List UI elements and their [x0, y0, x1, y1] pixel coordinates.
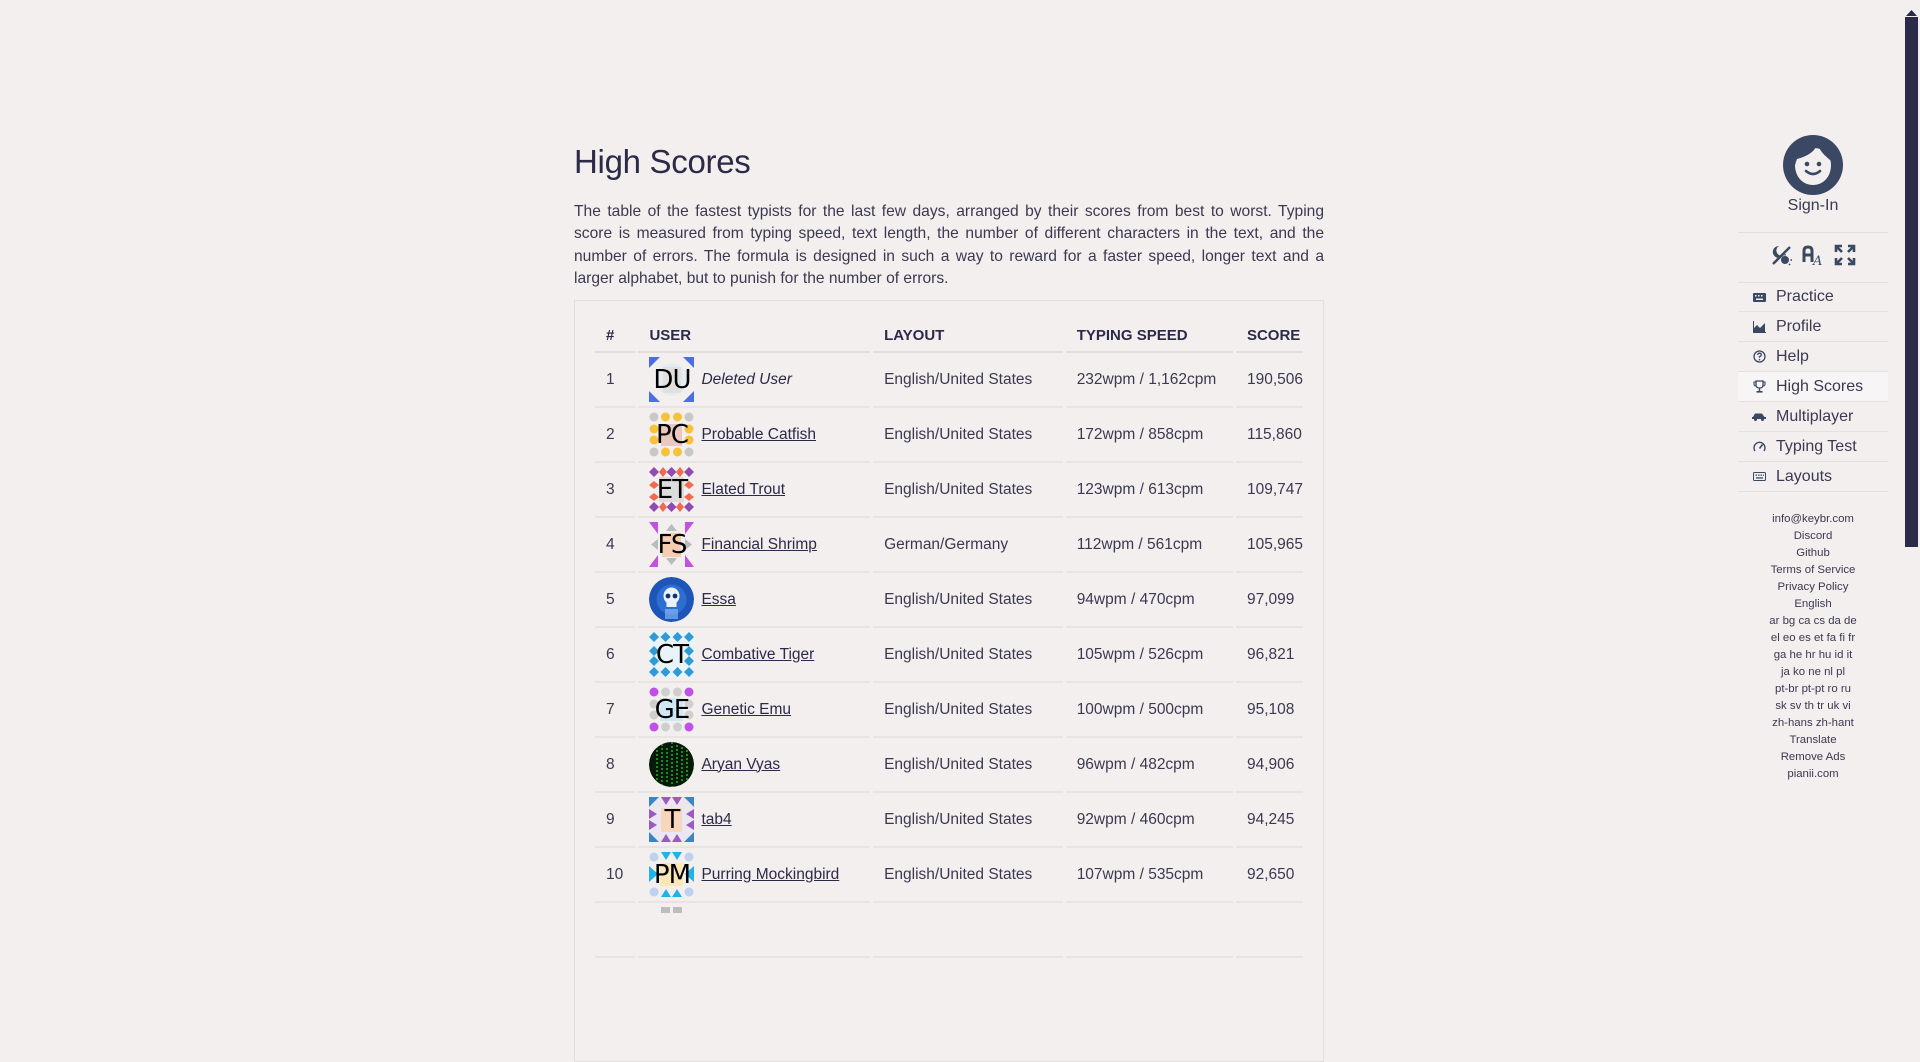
language-link[interactable]: da	[1828, 615, 1841, 627]
score-cell: 96,821	[1236, 628, 1303, 683]
table-row	[595, 573, 1303, 628]
table-row	[595, 793, 1303, 848]
layout-cell: English/United States	[873, 408, 1063, 463]
score-cell: 109,747	[1236, 463, 1303, 518]
score-cell: 94,245	[1236, 793, 1303, 848]
rank-cell: 1	[595, 353, 635, 408]
score-cell: 92,650	[1236, 848, 1303, 903]
sign-in-label: Sign-In	[1787, 197, 1839, 214]
language-link[interactable]: pt-br	[1774, 683, 1799, 695]
language-link[interactable]: id	[1834, 649, 1844, 661]
user-cell	[638, 628, 870, 683]
typing-speed-cell: 107wpm / 535cpm	[1066, 848, 1233, 903]
layout-cell: English/United States	[873, 353, 1063, 408]
github-link[interactable]: Github	[1796, 547, 1830, 559]
avatar[interactable]: PC	[649, 412, 694, 457]
language-link[interactable]: hr	[1805, 649, 1816, 661]
typing-speed-cell: 96wpm / 482cpm	[1066, 738, 1233, 793]
keyboard-layout-icon	[1752, 470, 1766, 484]
rank-cell: 10	[595, 848, 635, 903]
table-row	[595, 683, 1303, 738]
typing-speed-cell: 232wpm / 1,162cpm	[1066, 353, 1233, 408]
score-cell: 95,108	[1236, 683, 1303, 738]
privacy-link[interactable]: Privacy Policy	[1777, 581, 1849, 593]
user-cell	[638, 903, 870, 958]
language-link[interactable]: cs	[1813, 615, 1826, 627]
theme-toggle-icon[interactable]	[1769, 243, 1793, 267]
help-circle-icon	[1752, 350, 1766, 364]
username-link[interactable]: tab4	[701, 810, 732, 828]
discord-link[interactable]: Discord	[1793, 530, 1833, 542]
page-title: High Scores	[574, 143, 751, 180]
username-link[interactable]: Combative Tiger	[701, 645, 815, 663]
avatar: DU	[649, 357, 694, 402]
sign-in-button[interactable]	[1738, 135, 1888, 215]
layout-cell	[873, 903, 1063, 958]
username-link[interactable]: Probable Catfish	[701, 425, 817, 443]
layout-cell: English/United States	[873, 848, 1063, 903]
sidebar-item-layouts[interactable]: Layouts	[1738, 462, 1888, 492]
language-link[interactable]: ne	[1808, 666, 1821, 678]
language-link[interactable]: ru	[1840, 683, 1851, 695]
sidebar-item-typing-test[interactable]: Typing Test	[1738, 432, 1888, 462]
username-link[interactable]: Financial Shrimp	[701, 535, 817, 553]
language-link[interactable]: ko	[1793, 666, 1806, 678]
user-cell	[638, 738, 870, 793]
typing-speed-cell: 172wpm / 858cpm	[1066, 408, 1233, 463]
language-link[interactable]: sv	[1789, 700, 1802, 712]
column-rank: #	[595, 319, 635, 353]
language-link[interactable]: he	[1789, 649, 1803, 661]
rank-cell: 7	[595, 683, 635, 738]
skull-avatar-icon	[649, 577, 694, 622]
column-score: SCORE	[1236, 319, 1303, 353]
rank-cell: 3	[595, 463, 635, 518]
sidebar-item-multiplayer[interactable]: Multiplayer	[1738, 402, 1888, 432]
typing-speed-cell: 105wpm / 526cpm	[1066, 628, 1233, 683]
rank-cell: 2	[595, 408, 635, 463]
typing-speed-cell: 100wpm / 500cpm	[1066, 683, 1233, 738]
layout-cell: English/United States	[873, 683, 1063, 738]
score-cell: 115,860	[1236, 408, 1303, 463]
chart-icon	[1752, 320, 1766, 334]
scrollbar-thumb[interactable]	[1905, 17, 1918, 547]
email-link[interactable]: info@keybr.com	[1772, 513, 1854, 525]
layout-cell: English/United States	[873, 738, 1063, 793]
language-link[interactable]: fa	[1826, 632, 1837, 644]
language-link[interactable]: uk	[1827, 700, 1840, 712]
layout-cell: English/United States	[873, 793, 1063, 848]
sidebar-nav	[1738, 282, 1888, 492]
typing-speed-cell: 112wpm / 561cpm	[1066, 518, 1233, 573]
layout-cell: English/United States	[873, 628, 1063, 683]
layout-cell: English/United States	[873, 573, 1063, 628]
sidebar-footer	[1738, 511, 1888, 783]
language-link[interactable]: sk	[1775, 700, 1787, 712]
translate-link[interactable]: Translate	[1789, 734, 1837, 746]
language-link[interactable]: ar	[1769, 615, 1780, 627]
language-link[interactable]: ga	[1773, 649, 1787, 661]
language-link[interactable]: fr	[1848, 632, 1856, 644]
language-link[interactable]: eo	[1782, 632, 1796, 644]
car-icon	[1752, 410, 1766, 424]
column-typing-speed: TYPING SPEED	[1066, 319, 1233, 353]
score-cell: 97,099	[1236, 573, 1303, 628]
page-description: The table of the fastest typists for the last few days, arranged by their scores from best to worst. Typing score is measured from typing speed, text length, the number of different characters in the text, and the number of errors. The formula is designed in such a way to reward for a faster speed, longer text and a larger alphabet, but to punish for the number of errors.	[574, 203, 1324, 287]
avatar[interactable]: CT	[649, 632, 694, 677]
avatar[interactable]	[649, 742, 694, 787]
user-cell	[638, 463, 870, 518]
username: Deleted User	[701, 370, 792, 388]
keyboard-icon	[1752, 290, 1766, 304]
username-link[interactable]: Elated Trout	[701, 480, 786, 498]
username-link[interactable]: Genetic Emu	[701, 700, 792, 718]
main-content	[574, 140, 1324, 890]
sidebar-item-help[interactable]: Help	[1738, 342, 1888, 372]
matrix-avatar-icon	[649, 742, 694, 787]
user-cell	[638, 408, 870, 463]
language-link[interactable]: de	[1844, 615, 1857, 627]
avatar-pattern-icon	[649, 907, 694, 952]
font-size-icon[interactable]	[1801, 243, 1825, 267]
typing-speed-cell: 123wpm / 613cpm	[1066, 463, 1233, 518]
trophy-icon	[1752, 380, 1766, 394]
language-link[interactable]: tr	[1817, 700, 1825, 712]
username-link[interactable]: Aryan Vyas	[701, 755, 781, 773]
user-cell	[638, 353, 870, 408]
avatar[interactable]: FS	[649, 522, 694, 567]
language-link[interactable]: pt-pt	[1801, 683, 1825, 695]
username-link[interactable]: Essa	[701, 590, 736, 608]
pianii-link[interactable]: pianii.com	[1787, 768, 1839, 780]
language-link[interactable]: ro	[1827, 683, 1838, 695]
layout-cell: German/Germany	[873, 518, 1063, 573]
user-cell	[638, 573, 870, 628]
sidebar-item-practice[interactable]: Practice	[1738, 282, 1888, 312]
language-link[interactable]: vi	[1842, 700, 1851, 712]
rank-cell: 4	[595, 518, 635, 573]
table-row	[595, 628, 1303, 683]
language-current[interactable]: English	[1794, 598, 1832, 610]
toolbar	[1738, 243, 1888, 267]
avatar[interactable]	[649, 907, 694, 952]
user-cell	[638, 683, 870, 738]
avatar[interactable]: T	[649, 797, 694, 842]
table-row	[595, 518, 1303, 573]
rank-cell: 5	[595, 573, 635, 628]
score-cell: 105,965	[1236, 518, 1303, 573]
typing-speed-cell	[1066, 903, 1233, 958]
table-header-row	[595, 319, 1303, 353]
rank-cell: 8	[595, 738, 635, 793]
user-cell	[638, 793, 870, 848]
language-link[interactable]: el	[1770, 632, 1780, 644]
rank-cell: 6	[595, 628, 635, 683]
table-row	[595, 848, 1303, 903]
language-link[interactable]: bg	[1782, 615, 1796, 627]
column-layout: LAYOUT	[873, 319, 1063, 353]
language-link[interactable]: it	[1846, 649, 1853, 661]
user-cell	[638, 518, 870, 573]
user-cell	[638, 848, 870, 903]
sidebar-item-high-scores[interactable]: High Scores	[1738, 372, 1888, 402]
language-link[interactable]: nl	[1824, 666, 1833, 678]
table-row	[595, 903, 1303, 958]
user-avatar-icon	[1783, 135, 1843, 195]
sidebar	[1738, 0, 1888, 911]
language-list	[1738, 613, 1888, 732]
avatar[interactable]: PM	[649, 852, 694, 897]
high-scores-panel	[574, 300, 1324, 1062]
typing-speed-cell: 92wpm / 460cpm	[1066, 793, 1233, 848]
sidebar-item-profile[interactable]: Profile	[1738, 312, 1888, 342]
avatar[interactable]: ET	[649, 467, 694, 512]
high-scores-table	[592, 319, 1306, 958]
terms-link[interactable]: Terms of Service	[1770, 564, 1856, 576]
score-cell: 190,506	[1236, 353, 1303, 408]
score-cell: 94,906	[1236, 738, 1303, 793]
scroll-up-arrow-icon[interactable]	[1905, 5, 1918, 15]
table-row	[595, 408, 1303, 463]
language-link[interactable]: zh-hans	[1772, 717, 1813, 729]
avatar[interactable]: GE	[649, 687, 694, 732]
avatar[interactable]	[649, 577, 694, 622]
language-link[interactable]: th	[1804, 700, 1814, 712]
username-link[interactable]: Purring Mockingbird	[701, 865, 840, 883]
remove-ads-link[interactable]: Remove Ads	[1780, 751, 1846, 763]
divider	[1738, 232, 1888, 233]
score-cell	[1236, 903, 1303, 958]
table-row	[595, 738, 1303, 793]
rank-cell: 9	[595, 793, 635, 848]
table-row	[595, 353, 1303, 408]
column-user: USER	[638, 319, 870, 353]
language-link[interactable]: fi	[1839, 632, 1845, 644]
language-link[interactable]: et	[1813, 632, 1824, 644]
table-row	[595, 463, 1303, 518]
layout-cell: English/United States	[873, 463, 1063, 518]
svg-text:A: A	[1813, 254, 1823, 266]
typing-speed-cell: 94wpm / 470cpm	[1066, 573, 1233, 628]
language-link[interactable]: pl	[1836, 666, 1845, 678]
rank-cell	[595, 903, 635, 958]
language-link[interactable]: zh-hant	[1815, 717, 1854, 729]
speedometer-icon	[1752, 440, 1766, 454]
language-link[interactable]: hu	[1818, 649, 1832, 661]
language-link[interactable]: es	[1798, 632, 1811, 644]
language-link[interactable]: ca	[1798, 615, 1811, 627]
fullscreen-icon[interactable]	[1833, 243, 1857, 267]
language-link[interactable]: ja	[1780, 666, 1790, 678]
